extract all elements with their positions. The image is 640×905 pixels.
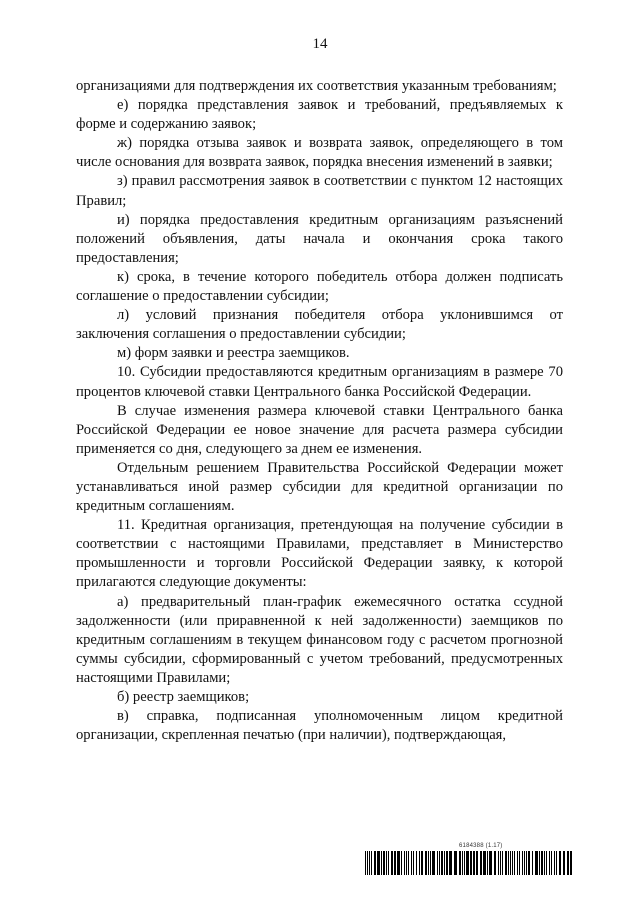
barcode bbox=[365, 851, 572, 875]
paragraph-v: в) справка, подписанная уполномоченным лицом кредитной организации, скрепленная печатью (при наличии), подтверждающая, bbox=[76, 708, 563, 744]
paragraph-a: а) предварительный план-график ежемесячного остатка ссудной задолженности (или приравненной к ней задолженности) заемщиков по кредитным соглашениям в текущем финансовом году с расчетом прогнозной суммы субсидии, сформированный с учетом требований, предусмотренных настоящими Правилами; bbox=[76, 593, 563, 686]
paragraph-i: и) порядка предоставления кредитным организациям разъяснений положений объявления, даты начала и окончания срока такого предоставления; bbox=[76, 211, 563, 266]
paragraph-b: б) реестр заемщиков; bbox=[117, 689, 250, 705]
paragraph-10: 10. Субсидии предоставляются кредитным организациям в размере 70 процентов ключевой ставки Центрального банка Российской Федерации. bbox=[76, 364, 563, 400]
paragraph-1: организациями для подтверждения их соответствия указанным требованиям; bbox=[76, 78, 557, 94]
paragraph-zh: ж) порядка отзыва заявок и возврата заявок, определяющего в том числе основания для возврата заявок, порядка внесения изменений в заявки; bbox=[76, 135, 563, 171]
paragraph-e: е) порядка представления заявок и требований, предъявляемых к форме и содержанию заявок; bbox=[76, 97, 563, 133]
paragraph-key-rate-change: В случае изменения размера ключевой ставки Центрального банка Российской Федерации ее новое значение для расчета размера субсидии применяется со дня, следующего за днем ее изменения. bbox=[76, 402, 563, 457]
paragraph-m: м) форм заявки и реестра заемщиков. bbox=[117, 345, 350, 362]
page-number: 14 bbox=[312, 36, 328, 52]
paragraph-z: з) правил рассмотрения заявок в соответствии с пунктом 12 настоящих Правил; bbox=[76, 173, 563, 209]
paragraph-separate-decision: Отдельным решением Правительства Российской Федерации может устанавливаться иной размер субсидии для кредитной организации по кредитным соглашениям. bbox=[76, 459, 563, 515]
paragraph-11: 11. Кредитная организация, претендующая на получение субсидии в соответствии с настоящими Правилами, представляет в Министерство промышленности и торговли Российской Федерации заявку, к которой прилагаются следующие документы: bbox=[76, 517, 563, 591]
paragraph-l: л) условий признания победителя отбора уклонившимся от заключения соглашения о предоставлении субсидии; bbox=[76, 307, 563, 343]
barcode-number: 6184388 (1.17) bbox=[459, 843, 503, 849]
document-body bbox=[76, 77, 563, 745]
paragraph-k: к) срока, в течение которого победитель отбора должен подписать соглашение о предоставлении субсидии; bbox=[76, 268, 563, 305]
